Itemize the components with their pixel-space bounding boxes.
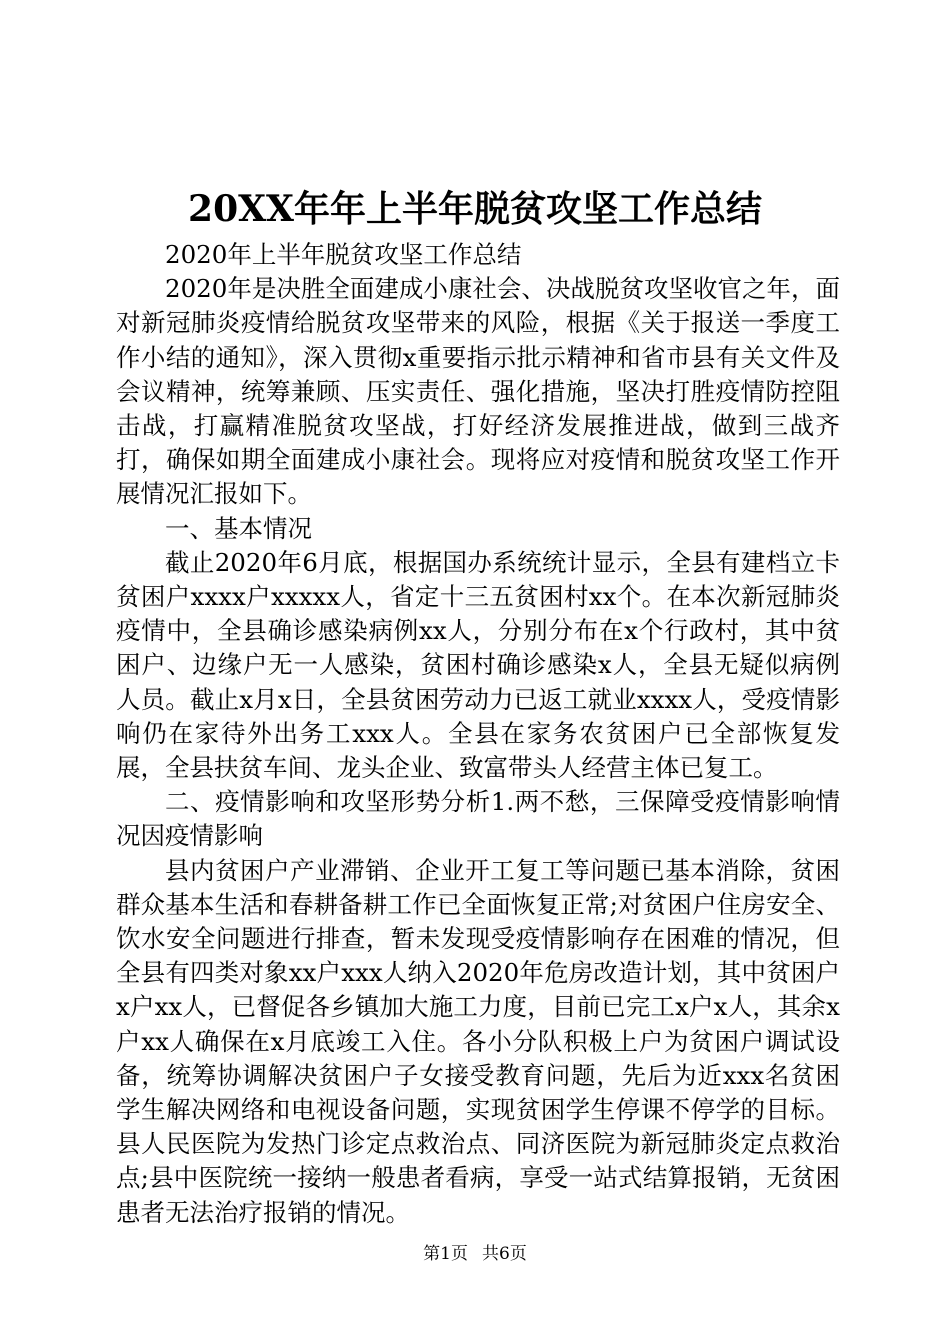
document-body — [116, 238, 840, 1230]
paragraph-impact-analysis: 县内贫困户产业滞销、企业开工复工等问题已基本消除，贫困群众基本生活和春耕备耕工作已全面恢复正常;对贫困户住房安全、饮水安全问题进行排查，暂未发现受疫情影响存在困难的情况，但全县有四类对象xx户xxx人纳入2020年危房改造计划，其中贫困户x户xx人，已督促各乡镇加大施工力度，目前已完工x户x人，其余x户xx人确保在x月底竣工入住。各小分队积极上户为贫困户调试设备，统筹协调解决贫困户子女接受教育问题，先后为近xxx名贫困学生解决网络和电视设备问题，实现贫困学生停课不停学的目标。县人民医院为发热门诊定点救治点、同济医院为新冠肺炎定点救治点;县中医院统一接纳一般患者看病，享受一站式结算报销，无贫困患者无法治疗报销的情况。 — [116, 855, 840, 1227]
section-heading-basic-situation: 一、基本情况 — [165, 513, 312, 543]
page-number-current: 第1页 — [423, 1244, 468, 1264]
page-number-total: 共6页 — [482, 1244, 527, 1264]
section-heading-impact-analysis: 二、疫情影响和攻坚形势分析1.两不愁，三保障受疫情影响情况因疫情影响 — [116, 787, 840, 851]
paragraph-intro: 2020年是决胜全面建成小康社会、决战脱贫攻坚收官之年，面对新冠肺炎疫情给脱贫攻坚带来的风险，根据《关于报送一季度工作小结的通知》，深入贯彻x重要指示批示精神和省市县有关文件及会议精神，统筹兼顾、压实责任、强化措施，坚决打胜疫情防控阻击战，打赢精准脱贫攻坚战，打好经济发展推进战，做到三战齐打，确保如期全面建成小康社会。现将应对疫情和脱贫攻坚工作开展情况汇报如下。 — [116, 274, 840, 509]
page-footer — [0, 1243, 950, 1265]
paragraph-subtitle: 2020年上半年脱贫攻坚工作总结 — [165, 240, 522, 269]
paragraph-basic-situation: 截止2020年6月底，根据国办系统统计显示，全县有建档立卡贫困户xxxx户xxxxx人，省定十三五贫困村xx个。在本次新冠肺炎疫情中，全县确诊感染病例xx人，分别分布在x个行政村，其中贫困户、边缘户无一人感染，贫困村确诊感染x人，全县无疑似病例人员。截止x月x日，全县贫困劳动力已返工就业xxxx人，受疫情影响仍在家待外出务工xxx人。全县在家务农贫困户已全部恢复发展，全县扶贫车间、龙头企业、致富带头人经营主体已复工。 — [116, 547, 840, 783]
document-title: 20XX年年上半年脱贫攻坚工作总结 — [188, 188, 762, 230]
